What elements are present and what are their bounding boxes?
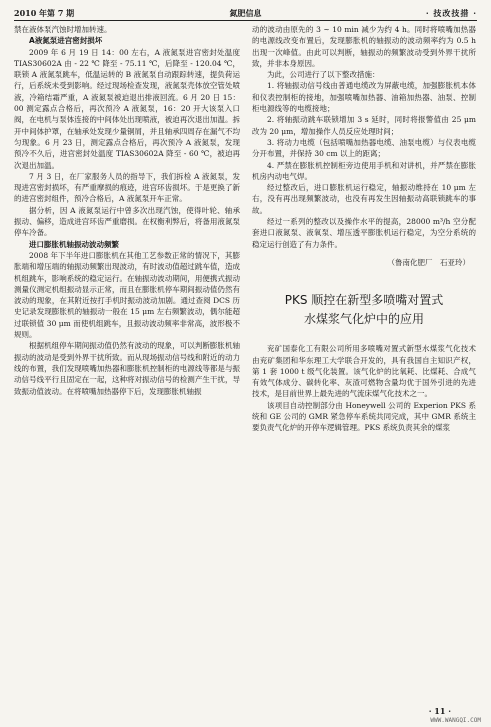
- section-heading-expander: 进口膨胀机轴振动波动频繁: [29, 239, 119, 249]
- page-header: [14, 7, 477, 21]
- paragraph: 1. 将轴振动信号线由普通电缆改为屏蔽电缆，加强膨胀机本体和仪表控制柜的接地，加强喷嘴加热器、油箱加热器、油泵、控制柜电源线等的电缆接地；: [252, 81, 476, 114]
- paragraph: 经过一系列的整改以及操作水平的提高，28000 m³/h 空分配套进口液氮泵、液氧泵、增压透平膨胀机运行稳定，为空分系统的稳定运行创造了有力条件。: [252, 217, 476, 249]
- right-column: [252, 24, 476, 434]
- paragraph: 4. 严禁在膨胀机控制柜旁边使用手机和对讲机，并严禁在膨胀机房内动电气焊。: [252, 160, 476, 181]
- heading-text: 液氮泵进宫密封损坏: [34, 36, 103, 46]
- article-title: [252, 291, 476, 329]
- paragraph-intro-tail: 禁在液体泵汽蚀时增加转速。: [14, 25, 112, 34]
- paragraph: 2. 将轴振动跳车联锁增加 3 s 延时，同时将报警值由 25 μm 改为 20 μm，增加操作人员反应处理时间；: [252, 115, 476, 136]
- paragraph: 该项目自动控制部分由 Honeywell 公司的 Experion PKS 系统和 GE 公司的 GMR 紧急停车系统共同完成，其中 GMR 系统主要负责气化炉的开停车逻辑管理。PKS 系统负责其余的煤浆: [252, 400, 476, 433]
- issue-label: 2010 年第 7 期: [14, 8, 75, 18]
- left-column: [14, 24, 240, 397]
- watermark: WWW.WANGQI.COM: [430, 717, 481, 724]
- heading-prefix: A: [29, 36, 35, 46]
- paragraph: 动的波动由原先的 3 ~ 10 min 减少为约 4 h。同时将喷嘴加热器的电源线改变布置后，发现膨胀机的轴振动的波动频率约为 0.5 h 出现一次峰值。由此可以判断，轴振动的频繁波动受到外界干扰所致，并非本身原因。: [252, 25, 476, 68]
- journal-title: 氮肥信息: [229, 8, 262, 18]
- paragraph: 兖矿国泰化工有限公司所用多喷嘴对置式新型水煤浆气化技术由兖矿集团和华东理工大学联合开发的，具有我国自主知识产权，第 1 套 1000 t 级气化装置。该气化炉的比氧耗、比煤耗、合成气有效气体成分、碳转化率、灰渣可燃物含量均优于国外引进的先进技术，是目前世界上最先进的气流床煤气化技术之一。: [252, 344, 476, 399]
- paragraph: 据分析，因 A 液氮泵运行中曾多次出现汽蚀，使得叶轮、轴承振动、偏移，造成进宫环齿严重磨损。在权衡利弊后，将备用液氮泵停车冷备。: [14, 205, 240, 238]
- article-title-line: PKS 顺控在新型多喷嘴对置式: [284, 293, 444, 308]
- paragraph: 2009 年 6 月 19 日 14：00 左右，A 液氮泵进宫密封处温度 TIAS30602A 由 - 22 ℃ 降至 - 75.11 ℃，后降至 - 120.04 ℃，联锁 A 液氮泵跳车，低温运转的 B 液氮泵自动跟踪转速，提负荷运行，后系统未受到影响。经过现场检查发现，液氮泵壳体放空管处喷液，冷箱结霜严重，A 液氮泵被迫退出排液回流。6 月 20 日 15：00 测定露点合格后，再次预冷 A 液氮泵，16：20 开大该泵入口阀，在电机与泵体连接的中间体处出现喷液，被迫再次退出加温。拆开中间体护罩，在轴承处发现少量铜屑，并且轴承四周存在漏气不均匀现象。6 月 23 日，测定露点合格后，再次预冷 A 液氮泵，发现预冷不久后，进宫密封处温度 TIAS30602A 降至 - 60 ℃，被迫再次退出加温。: [14, 47, 240, 170]
- article-title-line: 水煤浆气化炉中的应用: [303, 312, 424, 327]
- paragraph: 2008 年下半年进口膨胀机在其他工艺参数正常的情况下，其膨胀端和增压端的轴振动频繁出现波动，有时波动值超过跳车值，造成机组跳车，影响系统的稳定运行。在轴振动波动期间，用便携式振动测量仪测定机组振动显示正常，而且在膨胀机停车期间振动值仍然有波动的现象，在其附近按打手机时振动波动加剧。通过查阅 DCS 历史记录发现膨胀机的轴振动一般在 15 μm 左右频繁波动，偶尔能超过联锁值 30 μm 而使机组跳车，且振动波动频率非常高，波形极不规则。: [14, 250, 240, 340]
- paragraph: 7 月 3 日，在厂家服务人员的指导下，我们拆检 A 液氮泵，发现进宫密封损坏，有严重摩损的痕迹，进宫环齿损坏。于是更换了新的进宫密封组件，预冷合格后，A 液氮泵开车正常。: [14, 171, 240, 204]
- paragraph: 3. 将动力电缆（包括喷嘴加热器电缆、油泵电缆）与仪表电缆分开布置，并保持 30 cm 以上的距离；: [252, 137, 476, 159]
- paragraph: 根据机组停车期间振动值仍然有波动的现象，可以判断膨胀机轴振动的波动是受到外界干扰所致。而从现场振动信号线和附近的动力线的布置，我们发现喷嘴加热器和膨胀机控制柜的电源线等都是与振动信号线平行且固定在一起，这种将对振动信号的检测产生干扰，导致振动值波动。在将喷嘴加热器停下后，发现膨胀机轴振: [14, 341, 240, 396]
- page-number: · 11 ·: [428, 706, 451, 716]
- section-heading-pump-seal: [14, 35, 240, 46]
- author-signature: （鲁南化肥厂 石亚玲）: [387, 257, 470, 267]
- paragraph: 经过整改后，进口膨胀机运行稳定，轴振动维持在 10 μm 左右，没有再出现频繁波动，也没有再发生因轴振动高联锁跳车的事故。: [252, 183, 476, 215]
- section-label: · 技改技措 ·: [425, 8, 477, 18]
- paragraph: 为此，公司进行了以下整改措施：: [267, 70, 380, 80]
